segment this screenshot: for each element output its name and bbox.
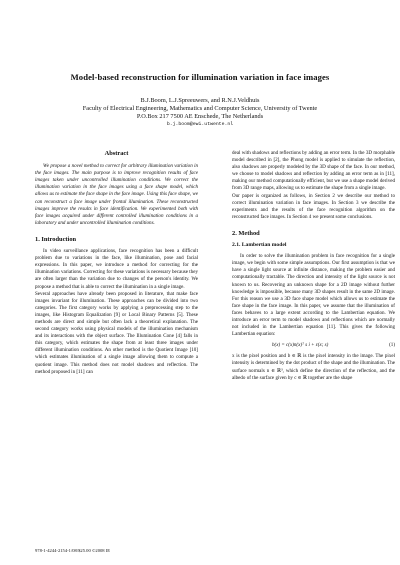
affiliation: Faculty of Electrical Engineering, Mathematics and Computer Science, University of Twente [82, 105, 318, 113]
body-paragraph-4: x is the pixel position and b ∈ ℝ is the pixel intensity in the image. The pixel intensity is determined by the dot product of the shape and the illumination. The surface normals n ∈ ℝ³, which define the direction of the reflection, and the albedo of the surface given by c ∈ ℝ together are the shape [232, 353, 395, 381]
abstract-text: We propose a novel method to correct for arbitrary illumination variation in the face images. The main purpose is to improve recognition results of face images taken under uncontrolled illumination conditions. We correct the illumination variation in the face images using a face shape model, which allows us to estimate the face shape in the face image. Using this face shape, we can reconstruct a face image under frontal illumination. These reconstructed images improve the results in face identification. We experimented both with face images acquired under different controlled illumination conditions in a laboratory and under uncontrolled illumination conditions. [35, 163, 198, 226]
lambertian-subheading: 2.1. Lambertian model [232, 242, 287, 249]
body-paragraph-2: Our paper is organized as follows, in Section 2 we describe our method to correct illumination variation in face images. In Section 3 we describe the experiments and the results of the face recognition algorithm on the reconstructed face images. In Section 4 we present some conclusions. [232, 192, 395, 220]
body-paragraph-3: In order to solve the illumination problem in face recognition for a single image, we begin with some simple assumptions. Our first assumption is that we have a single light source at infinite distance, making the problem easier and computationally tractable. The direction and intensity of the light source is not known to us. Recovering an unknown shape for a 2D image without further knowledge is impossible, because many 3D shapes result in the same 2D image. For this reason we use a 3D face shape model which allows us to estimate the face shape in the face image. In this paper, we assume that the illumination of faces behaves to a large extent according to the Lambertian equation. We introduce an error term to model shadows and reflections which are normally not included in the Lambertian equation [11]. This gives the following Lambertian equation: [232, 253, 395, 338]
method-heading: 2. Method [232, 229, 260, 237]
equation-number: (1) [389, 342, 395, 349]
body-paragraph-1: deal with shadows and reflections by adding an error term. In the 3D morphable model described in [2], the Phong model is applied to simulate the reflection, also shadows are properly modeled by the 3D shape of the face. In our method, we choose to model shadows and reflection by adding an error term as in [11], making our method computationally efficient, but we use a shape model derived from 3D range maps, allowing us to estimate the shape from a single image. [232, 150, 395, 192]
author-names: B.J.Boom, L.J.Spreeuwers, and R.N.J.Veldhuis [140, 97, 260, 104]
author-email: b.j.boom@ewi.utwente.nl [166, 122, 234, 127]
left-column [35, 150, 198, 376]
equation-formula: b(x) = c(x)n(x)ᵀ s i + ε(x; s) [272, 342, 329, 349]
abstract-heading: Abstract [104, 150, 129, 157]
footer-copyright: 978-1-4244-2154-1/08/$25.00 ©2008 IE [35, 548, 111, 553]
intro-paragraph-1: In video surveillance applications, face recognition has been a difficult problem due to variations in the face, like illumination, pose and facial expressions. In this paper, we introduce a method for correcting for the illumination variations. Correcting for these variations is necessary because they are often larger than the variation due to changes of the person's identity. We propose a method that is able to correct the illumination in a single image. [35, 248, 198, 290]
intro-paragraph-2: Several approaches have already been proposed in literature, that make face images invariant for illumination. These approaches can be divided into two categories. The first category works by applying a preprocessing step to the images, like Histogram Equalization [9] or Local Binary Patterns [5]. These methods are direct and simple but often lack a theoretical explanation. The second category works using physical models of the illumination mechanism and its interactions with the object surface. The Illumination Cone [4] falls in this category, which estimates the shape from at least three images under different illumination conditions. An other method is the Quotient Image [10] which estimates illumination of a single image allowing them to compute a quotient image. This method does not model shadows and reflection. The method proposed in [11] can [35, 290, 198, 375]
intro-heading: 1. Introduction [35, 235, 77, 243]
author-block [20, 97, 380, 122]
right-column [232, 150, 395, 382]
equation-1 [232, 342, 395, 349]
paper-title: Model-based reconstruction for illumination variation in face images [70, 72, 330, 82]
address: P.O.Box 217 7500 AE Enschede, The Netherlands [136, 113, 264, 121]
